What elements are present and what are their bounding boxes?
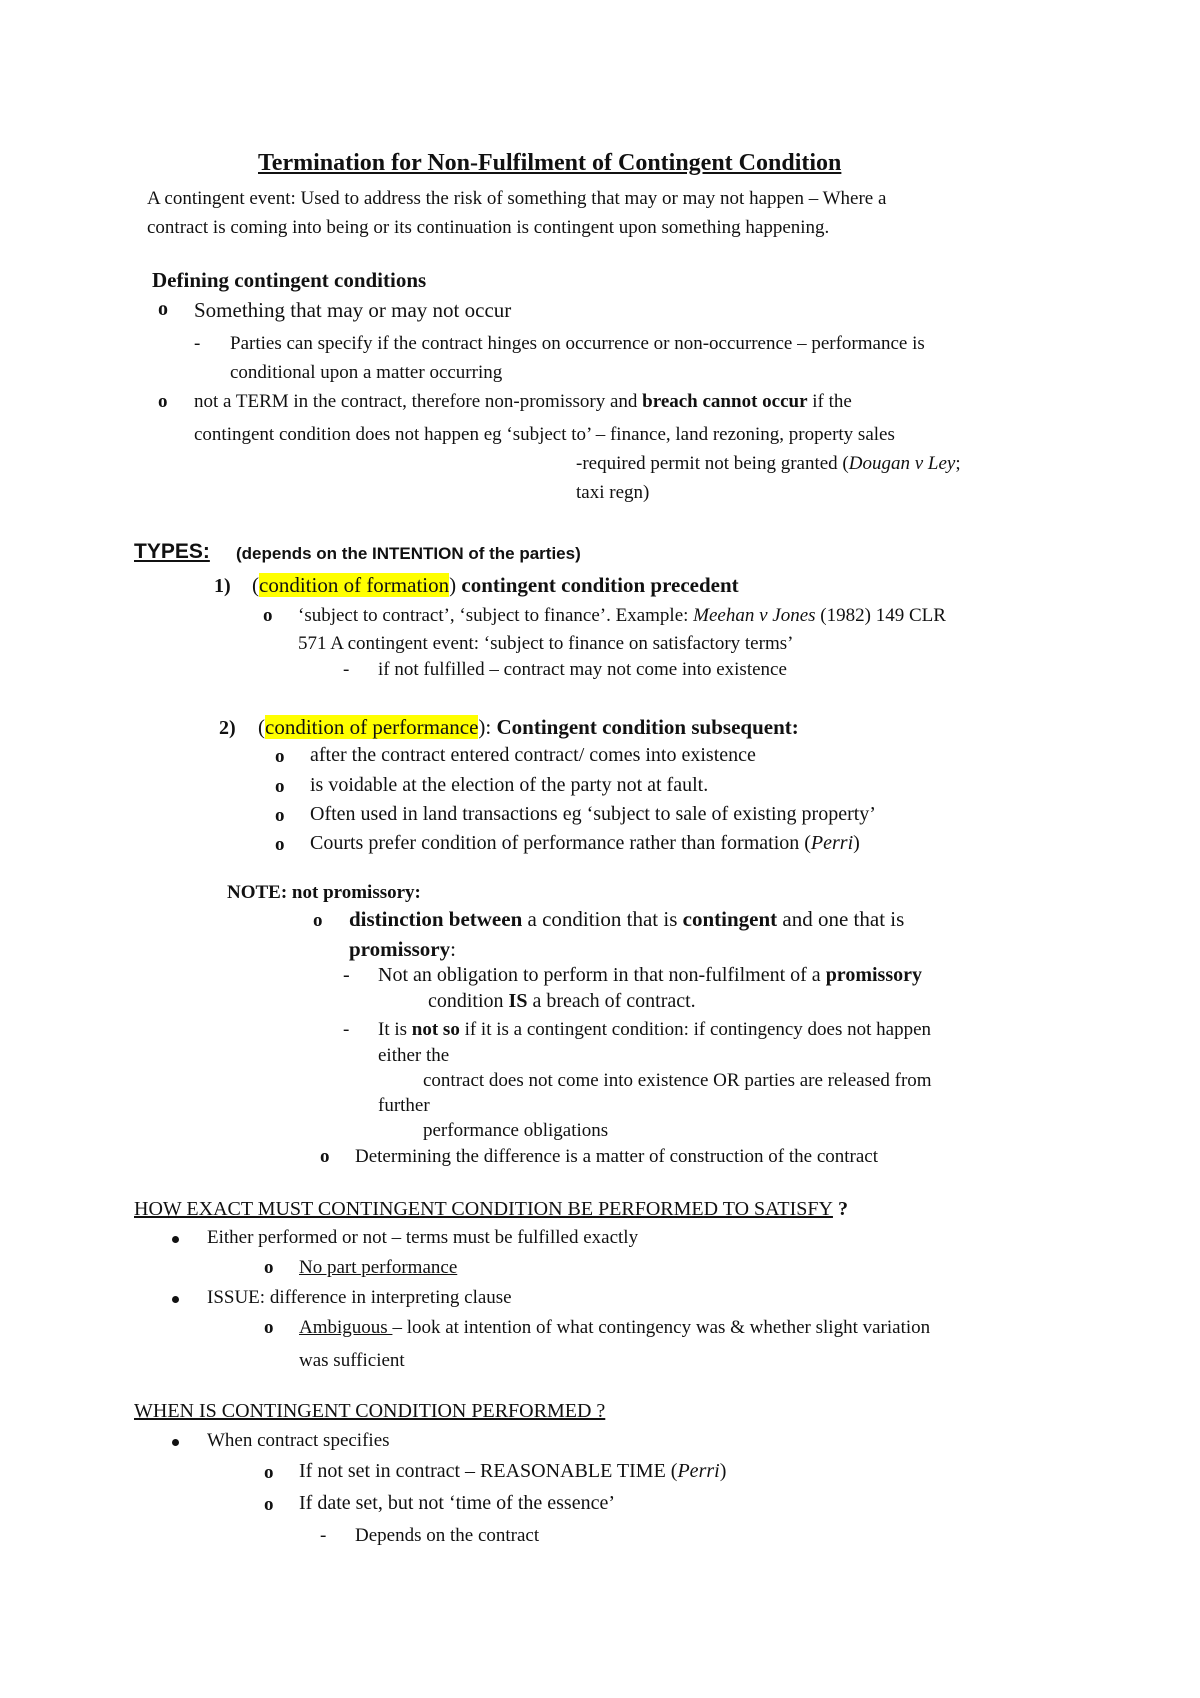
type-2-item-1: after the contract entered contract/ comes into existence [310, 744, 756, 766]
bullet-circle-icon: o [320, 1146, 330, 1167]
defining-item-1-sub-line-1: Parties can specify if the contract hinges on occurrence or non-occurrence – performance is [230, 333, 925, 354]
type-1-sub: if not fulfilled – contract may not come into existence [378, 659, 787, 680]
when-sub-2: If date set, but not ‘time of the essence’ [299, 1492, 615, 1514]
bullet-circle-icon: o [263, 605, 273, 626]
when-sub-1-post: ) [719, 1460, 727, 1482]
type-1-item [298, 605, 946, 627]
bullet-circle-icon: o [158, 391, 168, 412]
exact-bullet-2-sub [299, 1317, 930, 1339]
bullet-dot-icon [172, 1439, 179, 1446]
type-1-heading [252, 573, 739, 597]
type-2-bold: Contingent condition subsequent: [496, 715, 799, 739]
type-1-highlight: condition of formation [259, 573, 450, 597]
note-distinction-end: : [450, 937, 456, 961]
types-heading: TYPES: [134, 540, 210, 563]
note-sub-1 [378, 964, 922, 987]
defining-heading: Defining contingent conditions [152, 268, 427, 292]
type-1-number: 1) [214, 575, 231, 597]
defining-item-2-bold: breach cannot occur [642, 391, 808, 412]
case-perri: Perri [810, 832, 854, 854]
type-2-heading [258, 715, 799, 739]
note-sub-1-pre: Not an obligation to perform in that non-fulfilment of a [378, 964, 826, 986]
bullet-circle-icon: o [264, 1494, 274, 1515]
note-sub-2-bold: not so [411, 1019, 460, 1040]
type-2-number: 2) [219, 717, 236, 739]
type-2-item-4-post: ) [853, 832, 860, 854]
note-distinction-mid-1: a condition that is [522, 907, 683, 931]
defining-item-2-pre: not a TERM in the contract, therefore non-promissory and [194, 391, 643, 412]
exact-bullet-2-sub-underlined: Ambiguous [299, 1317, 393, 1338]
exact-bullet-2: ISSUE: difference in interpreting clause [207, 1287, 512, 1308]
exact-bullet-2-sub-rest: – look at intention of what contingency was & whether slight variation [392, 1317, 931, 1338]
type-1-item-pre: ‘subject to contract’, ‘subject to finance’. Example: [298, 605, 694, 626]
case-meehan-v-jones: Meehan v Jones [693, 605, 816, 626]
note-distinction-bold-1: distinction between [349, 907, 523, 931]
note-last: Determining the difference is a matter of construction of the contract [355, 1146, 879, 1167]
note-sub-1-line-2-post: a breach of contract. [527, 990, 696, 1012]
type-1-item-post: (1982) 149 CLR [815, 605, 946, 626]
types-note: (depends on the INTENTION of the parties) [236, 544, 581, 563]
bullet-circle-icon: o [275, 746, 285, 767]
dash-marker: - [194, 333, 201, 354]
exact-heading-text: HOW EXACT MUST CONTINGENT CONDITION BE PERFORMED TO SATISFY [134, 1198, 833, 1220]
note-distinction [349, 907, 904, 931]
exact-bullet-2-sub-line-2: was sufficient [299, 1350, 405, 1371]
defining-item-2-line-2: contingent condition does not happen eg ‘subject to’ – finance, land rezoning, property sales [194, 424, 895, 445]
type-1-bold: contingent condition precedent [456, 573, 739, 597]
case-dougan-v-ley: Dougan v Ley [848, 453, 956, 474]
note-distinction-mid-2: and one that is [777, 907, 905, 931]
defining-item-2-line-3-post: ; [955, 453, 961, 474]
when-bullet-1: When contract specifies [207, 1430, 390, 1451]
bullet-circle-icon: o [275, 805, 285, 826]
note-sub-2-line-5: performance obligations [423, 1120, 609, 1141]
defining-item-1: Something that may or may not occur [194, 298, 512, 322]
note-sub-2-line-2: either the [378, 1045, 450, 1066]
when-heading: WHEN IS CONTINGENT CONDITION PERFORMED ? [134, 1400, 606, 1422]
note-sub-2-line-4: further [378, 1095, 430, 1116]
note-sub-1-line-2 [428, 990, 696, 1013]
type-2-highlight: condition of performance [265, 715, 479, 739]
note-sub-1-bold: promissory [825, 964, 922, 986]
when-sub-2-sub: Depends on the contract [355, 1525, 540, 1546]
note-distinction-bold-3: promissory [349, 937, 451, 961]
exact-bullet-1: Either performed or not – terms must be fulfilled exactly [207, 1227, 639, 1248]
note-sub-2-pre: It is [378, 1019, 412, 1040]
dash-marker: - [343, 964, 350, 986]
type-2-close: ): [478, 715, 497, 739]
bullet-circle-icon: o [264, 1257, 274, 1278]
note-sub-1-line-2-bold: IS [508, 990, 528, 1012]
exact-heading [134, 1198, 848, 1221]
exact-bullet-1-sub: No part performance [299, 1257, 458, 1278]
defining-item-2-line-3-pre: -required permit not being granted ( [576, 453, 849, 474]
defining-item-1-sub-line-2: conditional upon a matter occurring [230, 362, 503, 383]
bullet-dot-icon [172, 1236, 179, 1243]
defining-item-2 [194, 391, 852, 413]
when-sub-1 [299, 1460, 726, 1483]
intro-line-2: contract is coming into being or its continuation is contingent upon something happening. [147, 217, 830, 238]
bullet-circle-icon: o [275, 834, 285, 855]
exact-heading-question: ? [832, 1198, 848, 1220]
type-2-item-3: Often used in land transactions eg ‘subject to sale of existing property’ [310, 803, 876, 825]
type-1-close: ) [449, 573, 457, 597]
bullet-circle-icon: o [158, 298, 168, 320]
bullet-circle-icon: o [275, 776, 285, 797]
type-1-item-line-2: 571 A contingent event: ‘subject to finance on satisfactory terms’ [298, 633, 794, 654]
note-distinction-bold-2: contingent [682, 907, 778, 931]
note-distinction-line-2 [349, 937, 456, 961]
when-sub-1-pre: If not set in contract – REASONABLE TIME ( [299, 1460, 678, 1482]
type-1-open: ( [252, 573, 259, 597]
note-sub-2-post: if it is a contingent condition: if contingency does not happen [459, 1019, 932, 1040]
type-2-item-2: is voidable at the election of the party not at fault. [310, 774, 709, 796]
note-label: NOTE: not promissory: [227, 882, 421, 903]
dash-marker: - [343, 659, 350, 680]
bullet-circle-icon: o [313, 910, 323, 931]
page-title: Termination for Non-Fulfilment of Contingent Condition [258, 150, 842, 176]
note-sub-2 [378, 1019, 931, 1041]
bullet-dot-icon [172, 1296, 179, 1303]
bullet-circle-icon: o [264, 1317, 274, 1338]
note-sub-1-line-2-pre: condition [428, 990, 509, 1012]
bullet-circle-icon: o [264, 1462, 274, 1483]
type-2-open: ( [258, 715, 265, 739]
dash-marker: - [343, 1019, 350, 1040]
defining-item-2-line-4: taxi regn) [576, 482, 650, 503]
type-2-item-4-pre: Courts prefer condition of performance rather than formation ( [310, 832, 811, 854]
case-perri-2: Perri [677, 1460, 720, 1482]
defining-item-2-post: if the [807, 391, 852, 412]
intro-line-1: A contingent event: Used to address the risk of something that may or may not happen – Where a [147, 188, 887, 209]
note-sub-2-line-3: contract does not come into existence OR parties are released from [423, 1070, 932, 1091]
type-2-item-4 [310, 832, 860, 855]
defining-item-2-line-3 [576, 453, 961, 475]
dash-marker: - [320, 1525, 327, 1546]
